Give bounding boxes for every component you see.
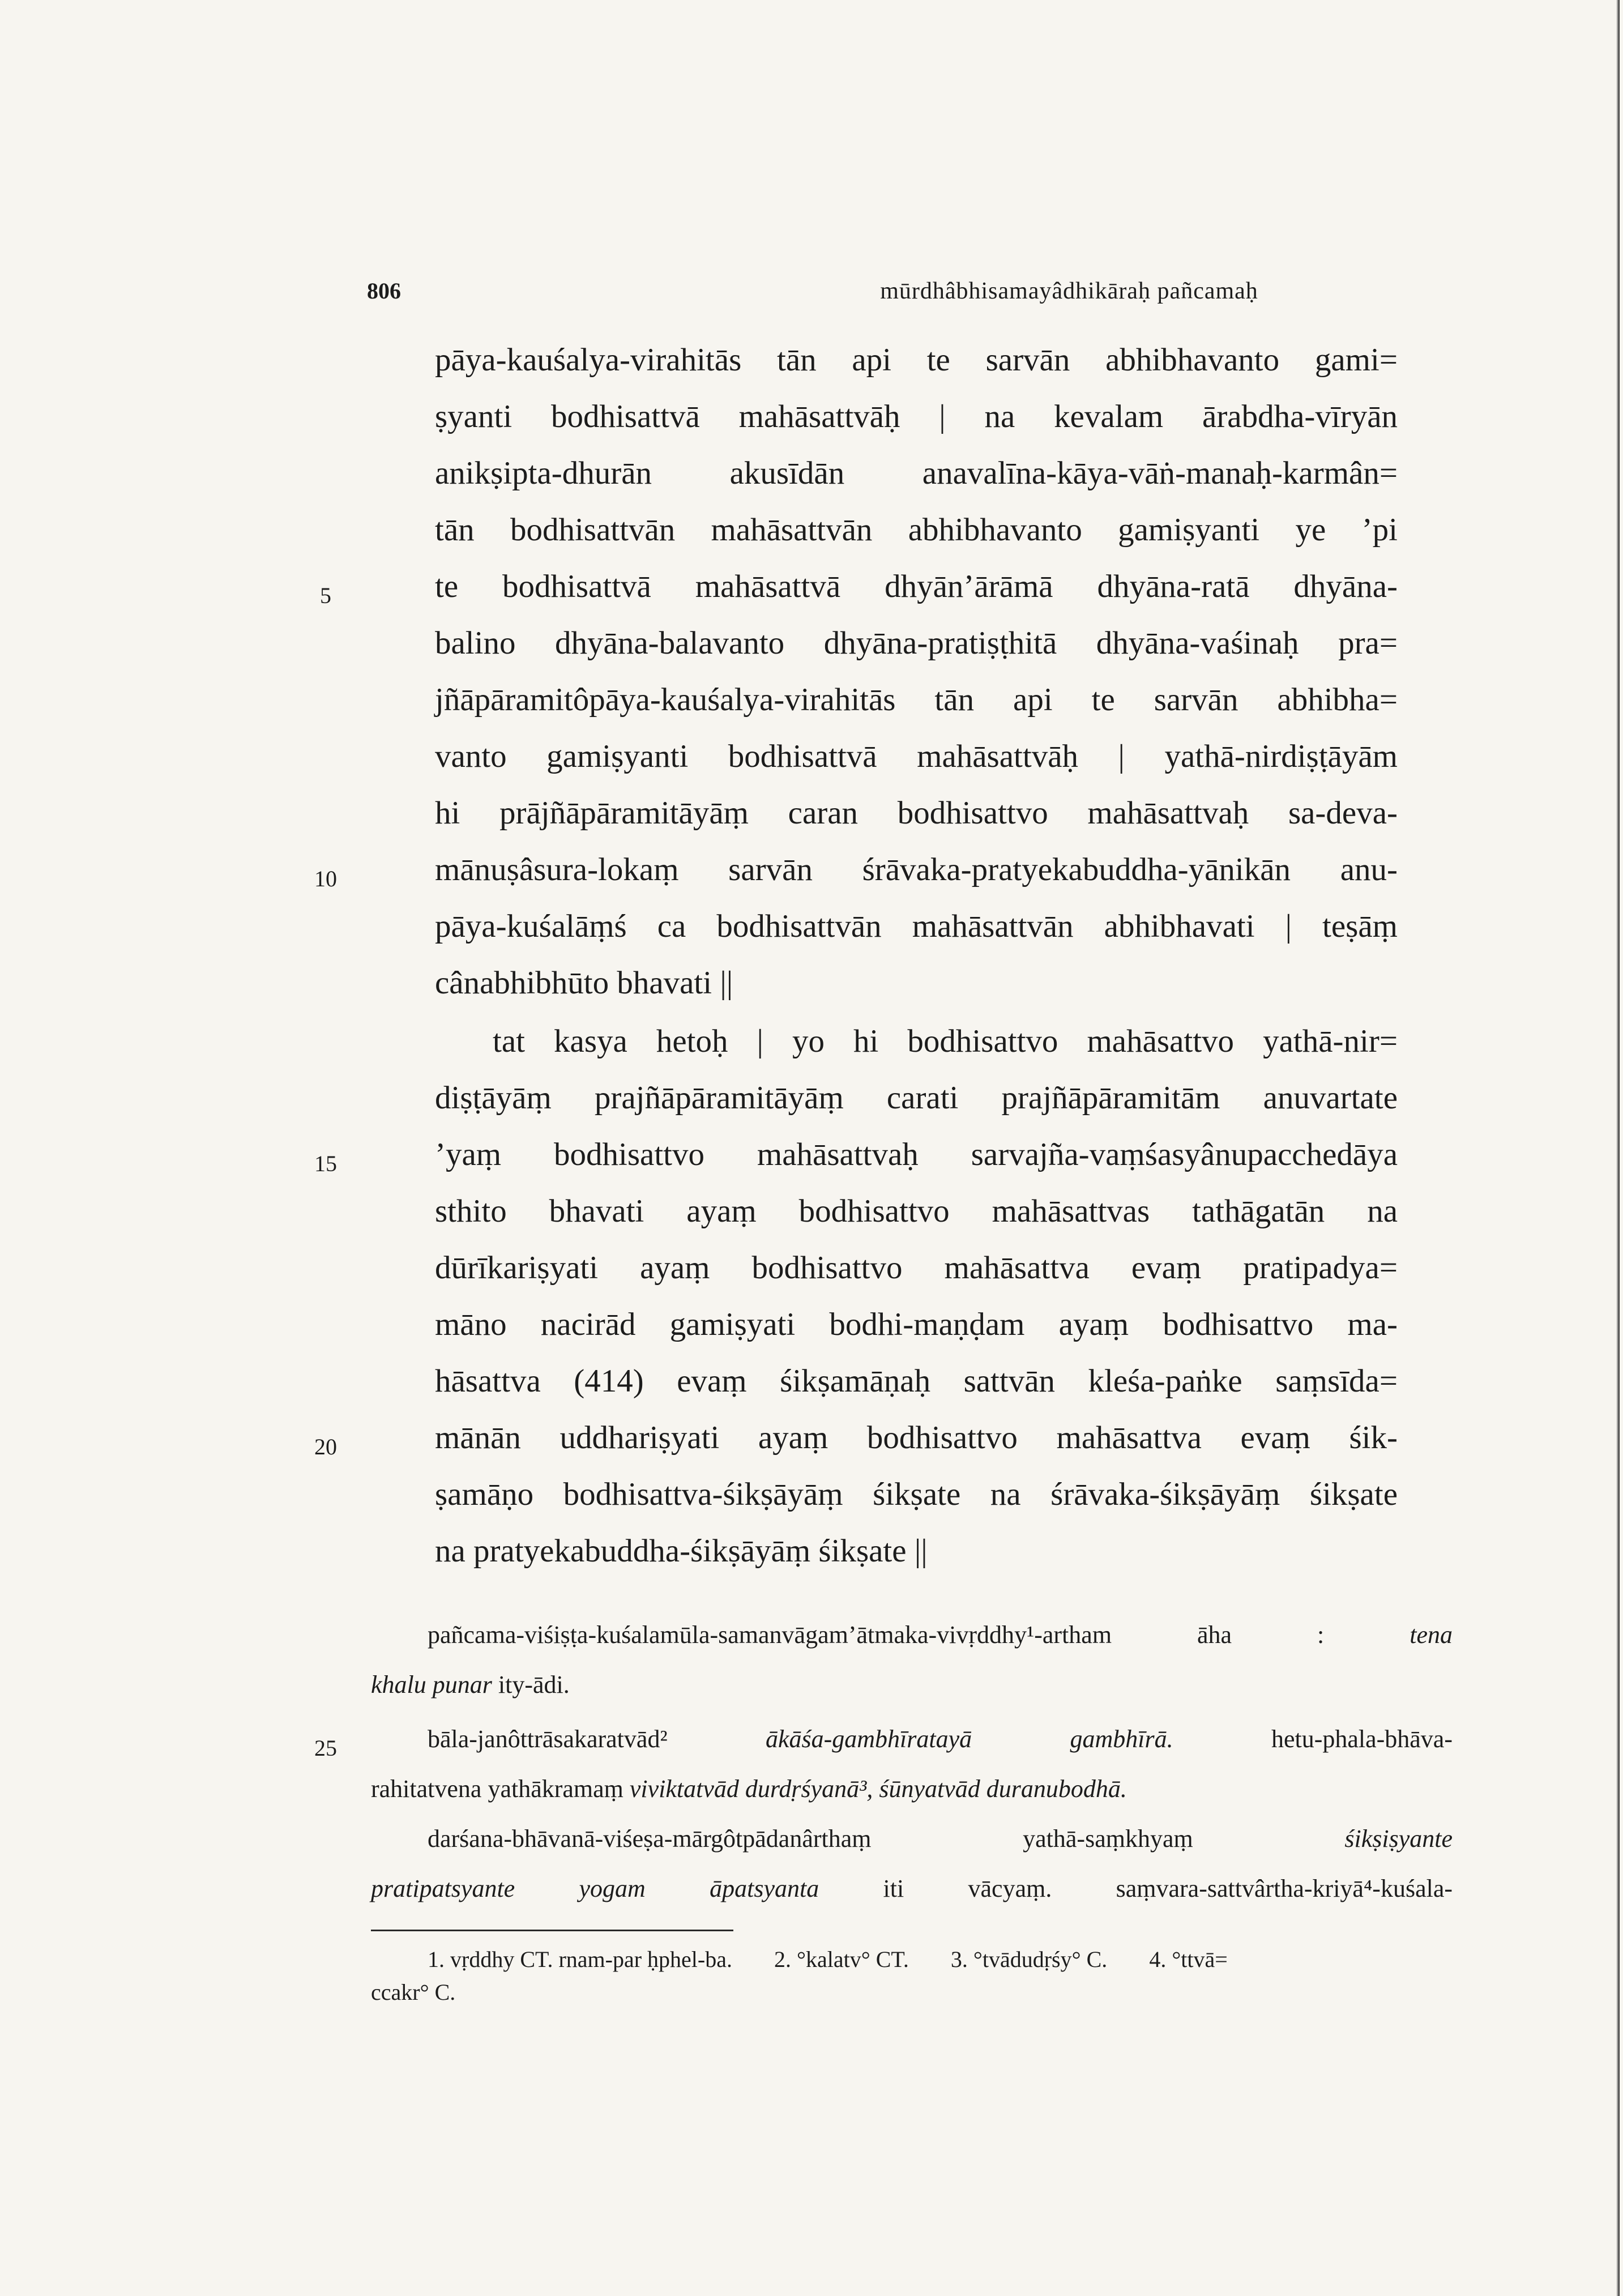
- commentary-line: [371, 1874, 1453, 1903]
- line-number: 20: [314, 1434, 337, 1459]
- main-line: hi prājñāpāramitāyāṃ caran bodhisattvo mahāsattvaḥ sa-deva-: [435, 795, 1398, 831]
- main-line: pāya-kauśalya-virahitās tān api te sarvān abhibhavanto gami=: [435, 342, 1398, 378]
- main-line: mānuṣâsura-lokaṃ sarvān śrāvaka-pratyekabuddha-yānikān anu-: [435, 852, 1398, 887]
- line-number: 10: [314, 866, 337, 891]
- page-edge-shadow: [1616, 0, 1620, 2296]
- commentary-line: [371, 1774, 1453, 1803]
- main-line: balino dhyāna-balavanto dhyāna-pratiṣṭhitā dhyāna-vaśinaḥ pra=: [435, 625, 1398, 661]
- footnote-2: 2. °kalatv° CT.: [774, 1947, 909, 1972]
- commentary-text: iti vācyaṃ. saṃvara-sattvârtha-kriyā⁴-kuśala-: [883, 1875, 1453, 1902]
- commentary-text: darśana-bhāvanā-viśeṣa-mārgôtpādanârthaṃ yathā-saṃkhyaṃ: [428, 1825, 1193, 1853]
- footnote-1: 1. vṛddhy CT. rnam-par ḥphel-ba.: [428, 1947, 732, 1972]
- main-line: tat kasya hetoḥ | yo hi bodhisattvo mahāsattvo yathā-nir=: [493, 1023, 1398, 1059]
- commentary-text: pañcama-viśiṣṭa-kuśalamūla-samanvāgam’ātmaka-vivṛddhy¹-artham āha :: [428, 1621, 1325, 1649]
- main-line: anikṣipta-dhurān akusīdān anavalīna-kāya-vāṅ-manaḥ-karmân=: [435, 455, 1398, 491]
- line-number: 25: [314, 1735, 337, 1761]
- main-line: sthito bhavati ayaṃ bodhisattvo mahāsattvas tathāgatān na: [435, 1193, 1398, 1229]
- line-number: 15: [314, 1151, 337, 1176]
- commentary-line: [428, 1725, 1453, 1753]
- commentary-citation: khalu punar: [371, 1671, 492, 1698]
- main-line: na pratyekabuddha-śikṣāyāṃ śikṣate ||: [435, 1533, 928, 1569]
- commentary-citation: ākāśa-gambhīratayā gambhīrā.: [765, 1725, 1173, 1753]
- main-line: te bodhisattvā mahāsattvā dhyān’ārāmā dhyāna-ratā dhyāna-: [435, 569, 1398, 604]
- footnote-4: 4. °ttvā=: [1149, 1947, 1228, 1972]
- main-line: vanto gamiṣyanti bodhisattvā mahāsattvāḥ | yathā-nirdiṣṭāyām: [435, 739, 1398, 774]
- main-line: tān bodhisattvān mahāsattvān abhibhavanto gamiṣyanti ye ’pi: [435, 512, 1398, 548]
- main-line: māno nacirād gamiṣyati bodhi-maṇḍam ayaṃ bodhisattvo ma-: [435, 1307, 1398, 1342]
- main-line: jñāpāramitôpāya-kauśalya-virahitās tān api te sarvān abhibha=: [435, 682, 1398, 718]
- page-number: 806: [367, 278, 401, 304]
- footnote-3: 3. °tvādudṛśy° C.: [950, 1947, 1108, 1972]
- commentary-citation: pratipatsyante yogam āpatsyanta: [371, 1875, 819, 1902]
- commentary-citation: viviktatvād durdṛśyanā³, śūnyatvād duranubodhā.: [629, 1775, 1127, 1803]
- footnote-rule: [371, 1930, 733, 1931]
- main-line: ’yaṃ bodhisattvo mahāsattvaḥ sarvajña-vaṃśasyânupacchedāya: [435, 1137, 1398, 1172]
- footnote-line: [371, 1979, 1453, 2005]
- commentary-line: [428, 1620, 1453, 1649]
- commentary-line: [428, 1824, 1453, 1853]
- page-header: [367, 278, 1623, 311]
- main-line: pāya-kuśalāṃś ca bodhisattvān mahāsattvān abhibhavati | teṣāṃ: [435, 908, 1398, 944]
- main-line: ṣamāṇo bodhisattva-śikṣāyāṃ śikṣate na śrāvaka-śikṣāyāṃ śikṣate: [435, 1476, 1398, 1512]
- footnote-line: [428, 1946, 1509, 1973]
- commentary-text: hetu-phala-bhāva-: [1271, 1725, 1453, 1753]
- main-line: mānān uddhariṣyati ayaṃ bodhisattvo mahāsattva evaṃ śik-: [435, 1420, 1398, 1456]
- commentary-citation: tena: [1410, 1621, 1453, 1649]
- main-line: cânabhibhūto bhavati ||: [435, 965, 733, 1001]
- main-line: diṣṭāyāṃ prajñāpāramitāyāṃ carati prajñāpāramitām anuvartate: [435, 1080, 1398, 1116]
- commentary-text: ity-ādi.: [498, 1671, 570, 1698]
- commentary-text: bāla-janôttrāsakaratvād²: [428, 1725, 668, 1753]
- commentary-text: rahitatvena yathākramaṃ: [371, 1775, 623, 1803]
- commentary-citation: śikṣiṣyante: [1344, 1825, 1453, 1853]
- main-line: ṣyanti bodhisattvā mahāsattvāḥ | na kevalam ārabdha-vīryān: [435, 399, 1398, 434]
- line-number: 5: [320, 583, 331, 608]
- commentary-line: [371, 1670, 1453, 1699]
- main-line: hāsattva (414) evaṃ śikṣamāṇaḥ sattvān kleśa-paṅke saṃsīda=: [435, 1363, 1398, 1399]
- running-title: mūrdhâbhisamayâdhikāraḥ pañcamaḥ: [880, 278, 1258, 304]
- main-line: dūrīkariṣyati ayaṃ bodhisattvo mahāsattva evaṃ pratipadya=: [435, 1250, 1398, 1286]
- footnote-4-continuation: ccakr° C.: [371, 1979, 456, 2005]
